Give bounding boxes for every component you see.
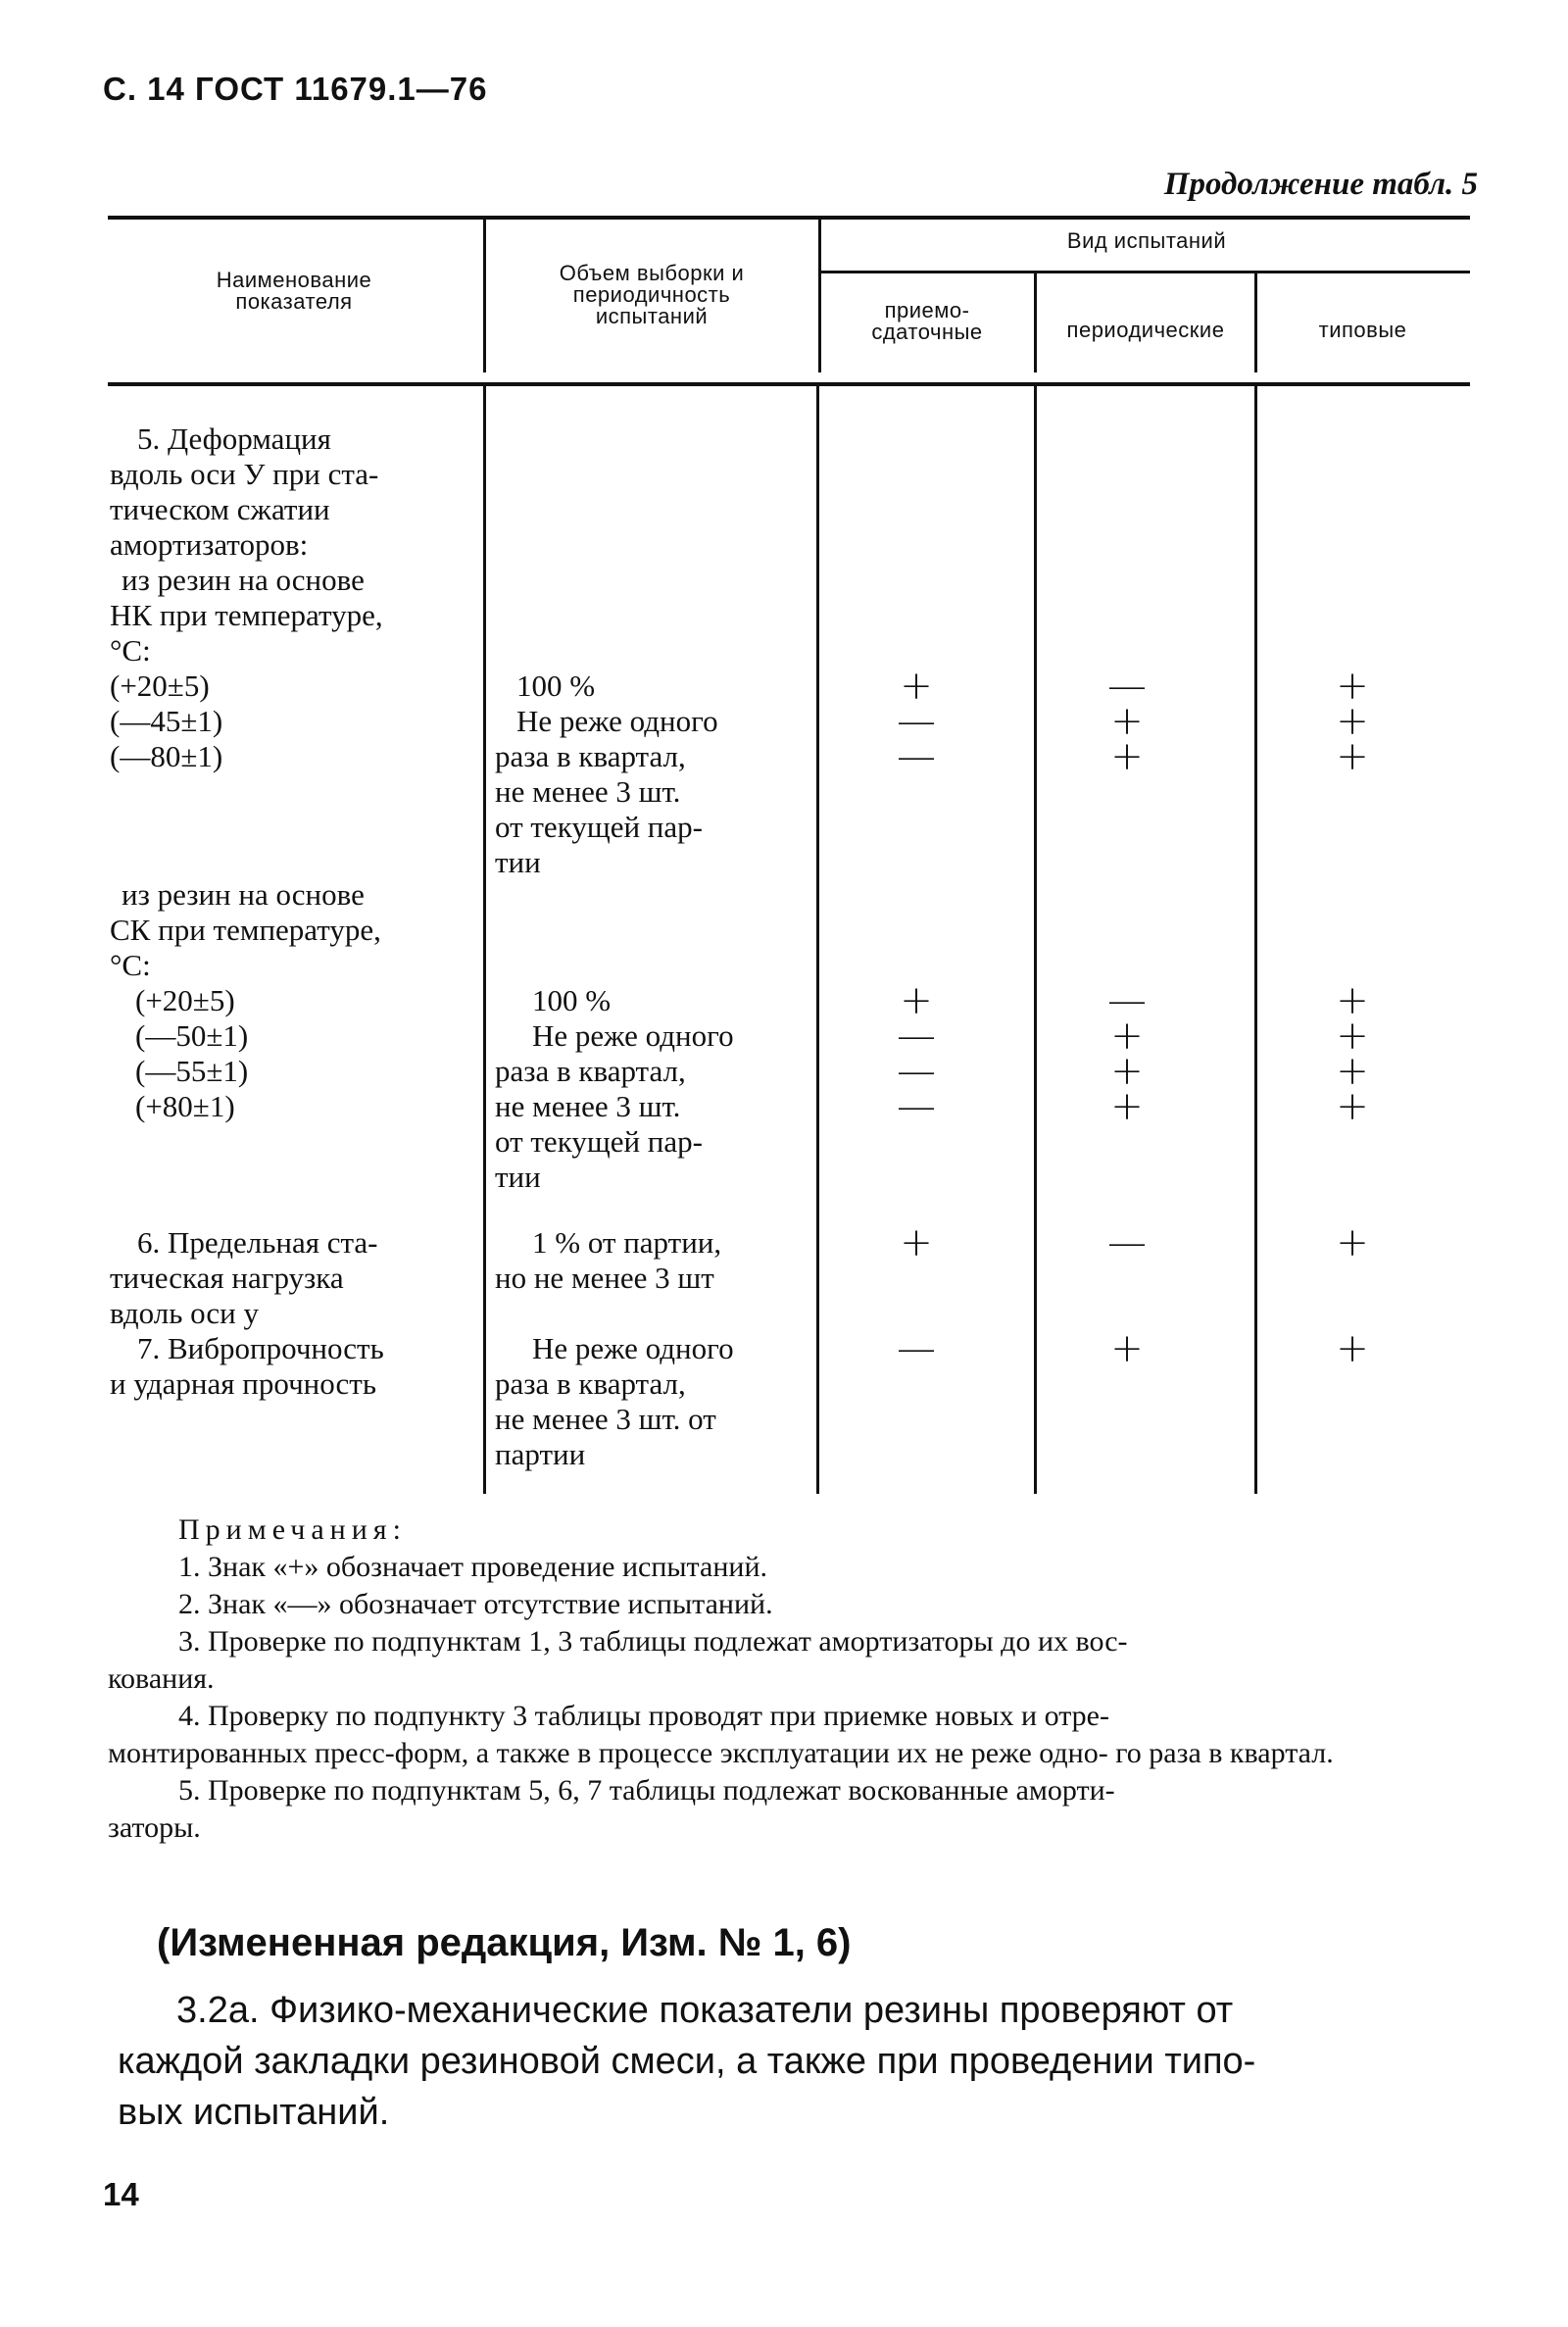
- header-name: [118, 270, 470, 313]
- text-line: тическая нагрузка: [110, 1261, 344, 1295]
- mark: +: [1336, 1084, 1369, 1129]
- paragraph-line: каждой закладки резиновой смеси, а также при проведении типо-: [118, 2041, 1256, 2082]
- text-line: Не реже одного: [532, 1018, 734, 1053]
- header-line: периодичность: [572, 282, 731, 307]
- row5-sk-title: [110, 877, 477, 983]
- text-line: вдоль оси y: [110, 1296, 259, 1330]
- note-line: кования.: [108, 1662, 215, 1695]
- text-line: Не реже одного: [516, 704, 718, 738]
- text-line: партии: [495, 1437, 586, 1471]
- row7-type-mark: +: [1336, 1326, 1369, 1371]
- paragraph-line: 3.2а. Физико-механические показатели резины проверяют от: [176, 1990, 1234, 2031]
- text-line: (+80±1): [135, 1089, 235, 1123]
- note-line: 4. Проверку по подпункту 3 таблицы проводят при приемке новых и отре-: [178, 1700, 1109, 1732]
- text-line: раза в квартал,: [495, 1054, 686, 1088]
- row5-sk-type-marks: [1323, 978, 1382, 1129]
- text-line: тии: [495, 1160, 541, 1194]
- mark: +: [1336, 734, 1369, 779]
- mark: +: [1336, 699, 1369, 744]
- text-line: 100 %: [532, 983, 612, 1017]
- table-top-rule: [108, 216, 1470, 220]
- text-line: (+20±5): [110, 668, 210, 703]
- row5-title: [110, 421, 477, 668]
- header-acceptance: [823, 300, 1031, 343]
- header-sub-rule: [818, 271, 1470, 273]
- column-divider: [818, 218, 821, 372]
- note-line: 3. Проверке по подпунктам 1, 3 таблицы подлежат амортизаторы до их вос-: [178, 1625, 1128, 1658]
- header-line: приемо-: [884, 298, 970, 322]
- header-periodic: периодические: [1066, 318, 1225, 342]
- text-line: из резин на основе: [122, 877, 365, 912]
- text-line: раза в квартал,: [495, 1366, 686, 1401]
- row5-nk-acceptance-marks: [887, 664, 946, 779]
- text-line: (—55±1): [135, 1054, 249, 1088]
- text-line: из резин на основе: [122, 563, 365, 597]
- note-line: заторы.: [108, 1811, 201, 1844]
- text-line: °С:: [110, 633, 151, 668]
- mark: +: [900, 664, 933, 709]
- row6-acceptance-mark: +: [900, 1220, 933, 1265]
- text-line: °С:: [110, 948, 151, 982]
- header-test-type: Вид испытаний: [1066, 228, 1227, 253]
- note-line: монтированных пресс-форм, а также в процессе эксплуатации их не реже одно-: [108, 1737, 1108, 1769]
- mark: +: [1110, 1049, 1144, 1094]
- mark: —: [1107, 664, 1147, 709]
- text-line: СК при температуре,: [110, 913, 381, 947]
- mark: +: [1336, 978, 1369, 1023]
- row6-type-mark: +: [1336, 1220, 1369, 1265]
- text-line: от текущей пар-: [495, 1124, 703, 1159]
- page-number: 14: [103, 2176, 139, 2212]
- text-line: 100 %: [516, 668, 596, 703]
- row6-name: [110, 1225, 477, 1331]
- header-bottom-rule: [108, 382, 1470, 386]
- header-line: сдаточные: [871, 320, 983, 344]
- row6-volume: [495, 1225, 818, 1296]
- text-line: 6. Предельная ста-: [137, 1225, 378, 1260]
- text-line: (+20±5): [135, 983, 235, 1017]
- text-line: (—80±1): [110, 739, 223, 773]
- text-line: не менее 3 шт. от: [495, 1402, 716, 1436]
- text-line: не менее 3 шт.: [495, 774, 681, 809]
- text-line: (—45±1): [110, 704, 223, 738]
- notes: [108, 1511, 1470, 1847]
- text-line: тии: [495, 845, 541, 879]
- row5-nk-type-marks: [1323, 664, 1382, 779]
- text-line: тическом сжатии: [110, 492, 330, 526]
- table-continuation-caption: Продолжение табл. 5: [1163, 167, 1478, 202]
- text-line: (—50±1): [135, 1018, 249, 1053]
- row5-nk-temps: [110, 668, 404, 774]
- row5-sk-periodic-marks: [1098, 978, 1156, 1129]
- paragraph-3-2a: [118, 1985, 1470, 2138]
- header-line: показателя: [235, 289, 353, 314]
- row5-sk-acceptance-marks: [887, 978, 946, 1129]
- notes-title: Примечания:: [178, 1513, 407, 1546]
- note-line: 5. Проверке по подпунктам 5, 6, 7 таблицы подлежат воскованные аморти-: [178, 1774, 1115, 1807]
- mark: +: [900, 978, 933, 1023]
- text-line: 5. Деформация: [137, 421, 331, 456]
- text-line: амортизаторов:: [110, 527, 309, 562]
- note-line: го раза в квартал.: [1115, 1737, 1334, 1769]
- text-line: Не реже одного: [532, 1331, 734, 1365]
- mark: +: [1110, 699, 1144, 744]
- column-divider: [816, 386, 819, 1494]
- mark: —: [897, 1014, 936, 1059]
- column-divider: [1034, 386, 1037, 1494]
- header-line: испытаний: [595, 304, 709, 328]
- row7-volume: [495, 1331, 818, 1472]
- row5-nk-periodic-marks: [1098, 664, 1156, 779]
- mark: —: [897, 734, 936, 779]
- mark: +: [1336, 1014, 1369, 1059]
- mark: +: [1110, 1014, 1144, 1059]
- note-line: 1. Знак «+» обозначает проведение испытаний.: [178, 1551, 768, 1583]
- mark: +: [1336, 1049, 1369, 1094]
- column-divider: [483, 218, 486, 372]
- mark: —: [897, 699, 936, 744]
- text-line: НК при температуре,: [110, 598, 383, 632]
- text-line: от текущей пар-: [495, 810, 703, 844]
- text-line: раза в квартал,: [495, 739, 686, 773]
- column-divider: [483, 386, 486, 1494]
- page-header: С. 14 ГОСТ 11679.1—76: [103, 71, 488, 107]
- edit-note: (Измененная редакция, Изм. № 1, 6): [157, 1921, 852, 1964]
- row5-sk-temps: [135, 983, 429, 1124]
- mark: —: [897, 1049, 936, 1094]
- mark: —: [897, 1084, 936, 1129]
- text-line: но не менее 3 шт: [495, 1261, 714, 1295]
- header-type: типовые: [1318, 318, 1407, 342]
- row5-sk-volume: [495, 983, 818, 1195]
- row6-periodic-mark: —: [1107, 1220, 1147, 1265]
- header-volume: [490, 263, 813, 327]
- row7-periodic-mark: +: [1110, 1326, 1144, 1371]
- mark: —: [1107, 978, 1147, 1023]
- text-line: и ударная прочность: [110, 1366, 376, 1401]
- mark: +: [1110, 1084, 1144, 1129]
- row5-nk-volume: [495, 668, 818, 880]
- column-divider: [1254, 386, 1257, 1494]
- text-line: 1 % от партии,: [532, 1225, 722, 1260]
- paragraph-line: вых испытаний.: [118, 2092, 390, 2133]
- mark: +: [1110, 734, 1144, 779]
- text-line: вдоль оси У при ста-: [110, 457, 379, 491]
- note-line: 2. Знак «—» обозначает отсутствие испытаний.: [178, 1588, 773, 1620]
- text-line: 7. Вибропрочность: [137, 1331, 384, 1365]
- row7-name: [110, 1331, 477, 1402]
- row7-acceptance-mark: —: [897, 1326, 936, 1371]
- header-line: Объем выборки и: [559, 261, 745, 285]
- text-line: не менее 3 шт.: [495, 1089, 681, 1123]
- mark: +: [1336, 664, 1369, 709]
- header-line: Наименование: [216, 268, 372, 292]
